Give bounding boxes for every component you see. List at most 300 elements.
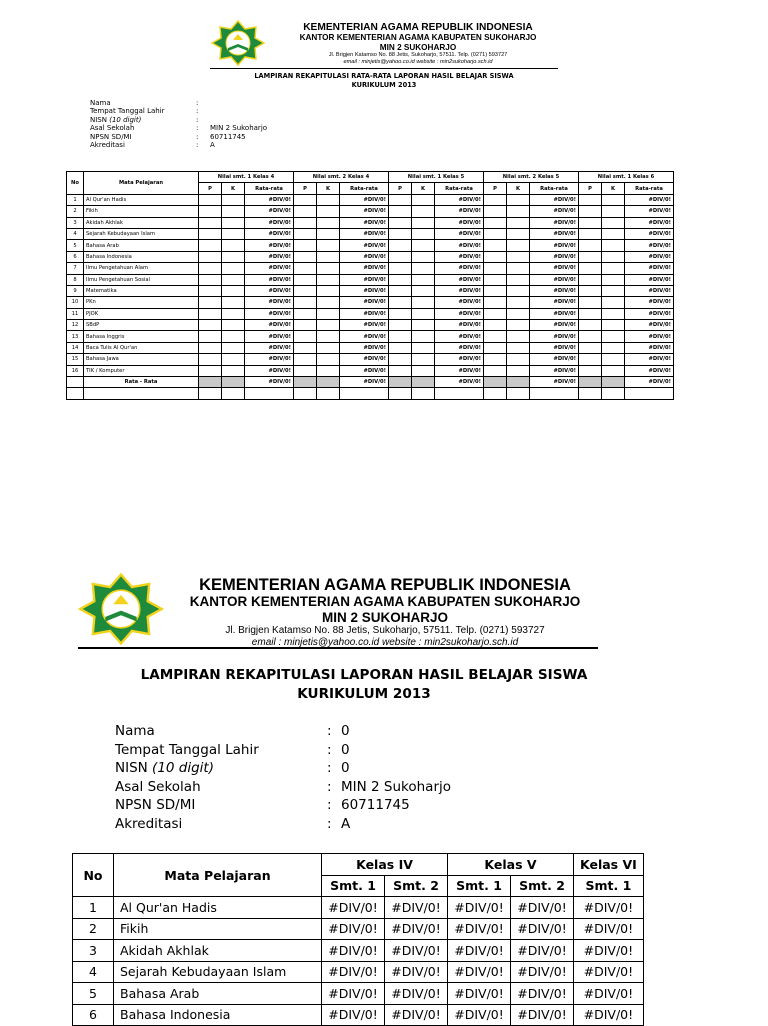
- col-p: P: [389, 183, 412, 194]
- header-rule: [210, 68, 558, 69]
- table-row: [67, 274, 674, 285]
- info-row: [115, 741, 451, 760]
- cell-p: [389, 240, 412, 251]
- cell-p: [389, 297, 412, 308]
- info-key-text: Akreditasi: [115, 815, 183, 832]
- cell-value: #DIV/0!: [385, 940, 448, 962]
- cell-p: [484, 217, 507, 228]
- cell-p: [199, 194, 222, 205]
- cell-avg: #DIV/0!: [435, 274, 484, 285]
- row-subject: Bahasa Jawa: [84, 354, 199, 365]
- cell-p: [199, 263, 222, 274]
- cell-value: #DIV/0!: [574, 1004, 644, 1026]
- cell-p: [389, 194, 412, 205]
- table-row: [67, 308, 674, 319]
- table-row: [67, 331, 674, 342]
- cell-k: [317, 331, 340, 342]
- doc-title: LAMPIRAN REKAPITULASI RATA-RATA LAPORAN HASIL BELAJAR SISWA: [254, 72, 514, 80]
- header-contact-large: email : minjetis@yahoo.co.id website : min2sukoharjo.sch.id: [251, 636, 519, 648]
- cell-p: [579, 297, 602, 308]
- col-k: K: [222, 183, 245, 194]
- empty-cell: [67, 388, 84, 399]
- info-key: [90, 133, 196, 141]
- grades-recap-table: [66, 171, 674, 400]
- footer-cell-k: [507, 377, 530, 388]
- col-avg: Rata-rata: [625, 183, 674, 194]
- footer-cell-avg: #DIV/0!: [625, 377, 674, 388]
- info-value: 0: [341, 723, 350, 739]
- table-row: [73, 1004, 644, 1026]
- row-subject: Bahasa Indonesia: [114, 1004, 322, 1026]
- empty-cell: [602, 388, 625, 399]
- info-key-text: Akreditasi: [90, 141, 125, 150]
- cell-value: #DIV/0!: [448, 940, 511, 962]
- cell-k: [222, 320, 245, 331]
- cell-avg: #DIV/0!: [435, 331, 484, 342]
- empty-cell: [579, 388, 602, 399]
- info-key-note: (10 digit): [109, 115, 142, 124]
- info-key-text: NPSN SD/MI: [115, 797, 196, 814]
- cell-p: [484, 240, 507, 251]
- cell-avg: #DIV/0!: [435, 206, 484, 217]
- cell-k: [222, 206, 245, 217]
- cell-avg: #DIV/0!: [245, 274, 294, 285]
- cell-avg: #DIV/0!: [530, 217, 579, 228]
- cell-p: [389, 320, 412, 331]
- cell-p: [484, 251, 507, 262]
- cell-k: [222, 263, 245, 274]
- cell-p: [579, 251, 602, 262]
- cell-value: #DIV/0!: [322, 961, 385, 983]
- doc-subtitle: KURIKULUM 2013: [351, 81, 417, 89]
- cell-p: [199, 251, 222, 262]
- cell-p: [389, 331, 412, 342]
- cell-k: [412, 354, 435, 365]
- cell-k: [222, 308, 245, 319]
- cell-p: [579, 206, 602, 217]
- info-sep: :: [327, 778, 332, 795]
- cell-k: [412, 206, 435, 217]
- info-sep: :: [196, 141, 199, 150]
- info-key: [115, 815, 327, 834]
- cell-avg: #DIV/0!: [625, 365, 674, 376]
- cell-k: [507, 354, 530, 365]
- cell-value: #DIV/0!: [574, 918, 644, 940]
- cell-avg: #DIV/0!: [340, 342, 389, 353]
- cell-k: [412, 274, 435, 285]
- cell-avg: #DIV/0!: [530, 354, 579, 365]
- cell-p: [389, 217, 412, 228]
- info-sep: :: [196, 124, 199, 133]
- info-row: [115, 722, 451, 741]
- cell-p: [579, 308, 602, 319]
- cell-avg: #DIV/0!: [625, 320, 674, 331]
- cell-avg: #DIV/0!: [340, 251, 389, 262]
- cell-value: #DIV/0!: [448, 983, 511, 1005]
- cell-avg: #DIV/0!: [625, 354, 674, 365]
- cell-avg: #DIV/0!: [340, 331, 389, 342]
- cell-avg: #DIV/0!: [435, 297, 484, 308]
- cell-p: [579, 228, 602, 239]
- info-value: A: [210, 141, 215, 150]
- empty-cell: [507, 388, 530, 399]
- cell-k: [507, 285, 530, 296]
- cell-avg: #DIV/0!: [530, 194, 579, 205]
- info-key: [90, 141, 196, 149]
- cell-k: [317, 228, 340, 239]
- cell-p: [199, 320, 222, 331]
- cell-p: [199, 228, 222, 239]
- cell-avg: #DIV/0!: [340, 217, 389, 228]
- cell-value: #DIV/0!: [385, 897, 448, 919]
- cell-value: #DIV/0!: [448, 961, 511, 983]
- row-no: 1: [73, 897, 114, 919]
- col-semester: Smt. 2: [385, 875, 448, 897]
- col-no: No: [73, 854, 114, 897]
- cell-value: #DIV/0!: [322, 940, 385, 962]
- cell-value: #DIV/0!: [511, 961, 574, 983]
- footer-cell-avg: #DIV/0!: [435, 377, 484, 388]
- info-row: [90, 99, 267, 107]
- info-value: 0: [341, 760, 350, 777]
- row-subject: TIK / Komputer: [84, 365, 199, 376]
- col-group: Kelas IV: [322, 854, 448, 876]
- table-row: [67, 217, 674, 228]
- cell-avg: #DIV/0!: [245, 194, 294, 205]
- cell-p: [294, 354, 317, 365]
- cell-p: [579, 274, 602, 285]
- cell-avg: #DIV/0!: [245, 297, 294, 308]
- info-sep: :: [327, 723, 332, 739]
- cell-avg: #DIV/0!: [435, 354, 484, 365]
- cell-k: [602, 320, 625, 331]
- info-key-text: Nama: [90, 99, 111, 107]
- info-row: [90, 133, 267, 141]
- cell-p: [579, 194, 602, 205]
- cell-k: [507, 194, 530, 205]
- info-key-text: Asal Sekolah: [90, 124, 135, 133]
- cell-k: [317, 308, 340, 319]
- cell-k: [412, 297, 435, 308]
- cell-p: [199, 354, 222, 365]
- row-no: 8: [67, 274, 84, 285]
- cell-avg: #DIV/0!: [530, 331, 579, 342]
- table-row: [67, 206, 674, 217]
- cell-p: [484, 194, 507, 205]
- empty-cell: [245, 388, 294, 399]
- header-ministry: KEMENTERIAN AGAMA REPUBLIK INDONESIA: [303, 22, 533, 33]
- cell-value: #DIV/0!: [322, 918, 385, 940]
- cell-p: [579, 217, 602, 228]
- header-office: KANTOR KEMENTERIAN AGAMA KABUPATEN SUKOHARJO: [299, 33, 537, 42]
- row-no: 10: [67, 297, 84, 308]
- cell-avg: #DIV/0!: [245, 263, 294, 274]
- row-subject: Fikih: [114, 918, 322, 940]
- empty-cell: [530, 388, 579, 399]
- row-subject: Bahasa Arab: [114, 983, 322, 1005]
- cell-avg: #DIV/0!: [530, 206, 579, 217]
- cell-value: #DIV/0!: [511, 918, 574, 940]
- cell-k: [317, 217, 340, 228]
- info-sep: :: [196, 115, 199, 124]
- cell-value: #DIV/0!: [385, 918, 448, 940]
- col-k: K: [602, 183, 625, 194]
- row-subject: Bahasa Arab: [84, 240, 199, 251]
- doc-title-large: LAMPIRAN REKAPITULASI LAPORAN HASIL BELAJAR SISWA: [140, 667, 588, 683]
- row-subject: Bahasa Indonesia: [84, 251, 199, 262]
- cell-p: [294, 240, 317, 251]
- cell-k: [317, 285, 340, 296]
- empty-cell: [294, 388, 317, 399]
- col-k: K: [507, 183, 530, 194]
- empty-cell: [199, 388, 222, 399]
- cell-k: [507, 228, 530, 239]
- row-no: 16: [67, 365, 84, 376]
- info-value: A: [341, 815, 351, 832]
- table-row: [67, 297, 674, 308]
- empty-cell: [412, 388, 435, 399]
- cell-value: #DIV/0!: [574, 897, 644, 919]
- cell-p: [294, 320, 317, 331]
- cell-avg: #DIV/0!: [530, 240, 579, 251]
- table-row: [67, 320, 674, 331]
- info-sep: :: [196, 107, 199, 116]
- cell-avg: #DIV/0!: [530, 251, 579, 262]
- footer-cell-k: [602, 377, 625, 388]
- cell-avg: #DIV/0!: [340, 240, 389, 251]
- col-group: Kelas V: [448, 854, 574, 876]
- cell-k: [222, 228, 245, 239]
- cell-p: [294, 217, 317, 228]
- cell-p: [199, 331, 222, 342]
- cell-avg: #DIV/0!: [530, 297, 579, 308]
- row-no: 9: [67, 285, 84, 296]
- cell-p: [294, 331, 317, 342]
- row-subject: Bahasa Inggris: [84, 331, 199, 342]
- cell-k: [507, 320, 530, 331]
- cell-avg: #DIV/0!: [340, 297, 389, 308]
- grades-summary-table: [72, 853, 644, 1026]
- table-row: [73, 961, 644, 983]
- col-avg: Rata-rata: [435, 183, 484, 194]
- table-row: [67, 263, 674, 274]
- cell-p: [294, 365, 317, 376]
- cell-k: [602, 194, 625, 205]
- cell-p: [484, 263, 507, 274]
- info-row: [115, 778, 451, 797]
- cell-avg: #DIV/0!: [245, 365, 294, 376]
- info-key-text: Tempat Tanggal Lahir: [90, 107, 165, 116]
- row-subject: Al Qur'an Hadis: [84, 194, 199, 205]
- cell-value: #DIV/0!: [322, 1004, 385, 1026]
- row-subject: Matematika: [84, 285, 199, 296]
- cell-avg: #DIV/0!: [530, 263, 579, 274]
- col-group: Nilai smt. 1 Kelas 4: [199, 172, 294, 183]
- row-no: 2: [67, 206, 84, 217]
- cell-p: [294, 206, 317, 217]
- cell-p: [389, 274, 412, 285]
- cell-k: [412, 194, 435, 205]
- cell-k: [602, 342, 625, 353]
- row-no: 5: [73, 983, 114, 1005]
- cell-k: [317, 263, 340, 274]
- cell-k: [602, 331, 625, 342]
- footer-cell-avg: #DIV/0!: [340, 377, 389, 388]
- table-row: [73, 918, 644, 940]
- info-key: [90, 107, 196, 115]
- row-subject: Akidah Akhlak: [84, 217, 199, 228]
- cell-value: #DIV/0!: [448, 918, 511, 940]
- table-row: [73, 897, 644, 919]
- cell-p: [199, 285, 222, 296]
- cell-p: [484, 342, 507, 353]
- cell-k: [507, 342, 530, 353]
- cell-p: [484, 365, 507, 376]
- cell-k: [222, 240, 245, 251]
- cell-p: [484, 274, 507, 285]
- cell-p: [294, 342, 317, 353]
- cell-p: [484, 331, 507, 342]
- cell-value: #DIV/0!: [322, 983, 385, 1005]
- table-empty-row: [67, 388, 674, 399]
- table-row: [67, 354, 674, 365]
- cell-p: [199, 297, 222, 308]
- cell-k: [222, 217, 245, 228]
- info-row: [90, 107, 267, 115]
- cell-p: [579, 263, 602, 274]
- cell-p: [484, 354, 507, 365]
- cell-avg: #DIV/0!: [340, 228, 389, 239]
- cell-avg: #DIV/0!: [245, 228, 294, 239]
- footer-cell-p: [389, 377, 412, 388]
- cell-p: [579, 320, 602, 331]
- col-semester: Smt. 1: [322, 875, 385, 897]
- cell-avg: #DIV/0!: [435, 263, 484, 274]
- cell-avg: #DIV/0!: [625, 342, 674, 353]
- cell-avg: #DIV/0!: [530, 285, 579, 296]
- info-key-text: NISN: [90, 115, 107, 124]
- cell-p: [579, 285, 602, 296]
- col-avg: Rata-rata: [245, 183, 294, 194]
- cell-k: [222, 331, 245, 342]
- cell-avg: #DIV/0!: [340, 354, 389, 365]
- cell-k: [412, 263, 435, 274]
- empty-cell: [317, 388, 340, 399]
- cell-k: [412, 342, 435, 353]
- cell-value: #DIV/0!: [574, 983, 644, 1005]
- row-subject: SBdP: [84, 320, 199, 331]
- row-subject: Baca Tulis Al Qur'an: [84, 342, 199, 353]
- row-subject: Al Qur'an Hadis: [114, 897, 322, 919]
- info-key: [90, 124, 196, 132]
- cell-value: #DIV/0!: [511, 897, 574, 919]
- cell-p: [389, 285, 412, 296]
- footer-cell-p: [484, 377, 507, 388]
- cell-avg: #DIV/0!: [245, 206, 294, 217]
- cell-k: [507, 206, 530, 217]
- info-sep: :: [196, 99, 199, 107]
- cell-p: [389, 308, 412, 319]
- info-row: [90, 116, 267, 124]
- cell-avg: #DIV/0!: [625, 228, 674, 239]
- cell-p: [389, 365, 412, 376]
- cell-avg: #DIV/0!: [245, 285, 294, 296]
- info-key-text: Tempat Tanggal Lahir: [115, 741, 259, 758]
- cell-k: [507, 331, 530, 342]
- cell-avg: #DIV/0!: [340, 274, 389, 285]
- table-row: [67, 194, 674, 205]
- cell-avg: #DIV/0!: [245, 342, 294, 353]
- cell-p: [199, 274, 222, 285]
- cell-avg: #DIV/0!: [530, 274, 579, 285]
- cell-avg: #DIV/0!: [625, 297, 674, 308]
- cell-k: [602, 217, 625, 228]
- col-semester: Smt. 1: [448, 875, 511, 897]
- cell-k: [317, 274, 340, 285]
- footer-no: [67, 377, 84, 388]
- cell-avg: #DIV/0!: [435, 342, 484, 353]
- cell-avg: #DIV/0!: [340, 263, 389, 274]
- col-subject: Mata Pelajaran: [84, 172, 199, 195]
- table-row: [67, 240, 674, 251]
- cell-value: #DIV/0!: [385, 1004, 448, 1026]
- cell-k: [222, 297, 245, 308]
- empty-cell: [435, 388, 484, 399]
- info-key-text: NISN: [115, 760, 148, 777]
- header-ministry-large: KEMENTERIAN AGAMA REPUBLIK INDONESIA: [199, 576, 571, 594]
- footer-cell-p: [199, 377, 222, 388]
- row-subject: Akidah Akhlak: [114, 940, 322, 962]
- cell-k: [602, 263, 625, 274]
- info-row: [115, 759, 451, 778]
- col-semester: Smt. 1: [574, 875, 644, 897]
- cell-p: [579, 342, 602, 353]
- empty-cell: [625, 388, 674, 399]
- info-value: 60711745: [341, 797, 410, 814]
- cell-avg: #DIV/0!: [245, 308, 294, 319]
- footer-cell-k: [317, 377, 340, 388]
- student-info-large: [115, 722, 451, 834]
- table-row: [67, 228, 674, 239]
- cell-avg: #DIV/0!: [625, 285, 674, 296]
- col-avg: Rata-rata: [340, 183, 389, 194]
- cell-k: [317, 320, 340, 331]
- cell-p: [294, 297, 317, 308]
- row-no: 4: [73, 961, 114, 983]
- cell-k: [507, 365, 530, 376]
- cell-k: [222, 342, 245, 353]
- cell-p: [484, 297, 507, 308]
- cell-k: [602, 228, 625, 239]
- cell-k: [412, 240, 435, 251]
- row-no: 5: [67, 240, 84, 251]
- cell-avg: #DIV/0!: [340, 206, 389, 217]
- cell-p: [579, 365, 602, 376]
- header-address-large: Jl. Brigjen Katamso No. 88 Jetis, Sukoharjo, 57511. Telp. (0271) 593727: [225, 625, 545, 636]
- col-group: Nilai smt. 2 Kelas 5: [484, 172, 579, 183]
- cell-k: [317, 365, 340, 376]
- cell-p: [199, 365, 222, 376]
- cell-k: [507, 251, 530, 262]
- cell-k: [602, 240, 625, 251]
- cell-p: [389, 228, 412, 239]
- cell-k: [602, 308, 625, 319]
- cell-k: [222, 274, 245, 285]
- cell-k: [317, 297, 340, 308]
- footer-cell-k: [412, 377, 435, 388]
- cell-avg: #DIV/0!: [340, 320, 389, 331]
- col-k: K: [317, 183, 340, 194]
